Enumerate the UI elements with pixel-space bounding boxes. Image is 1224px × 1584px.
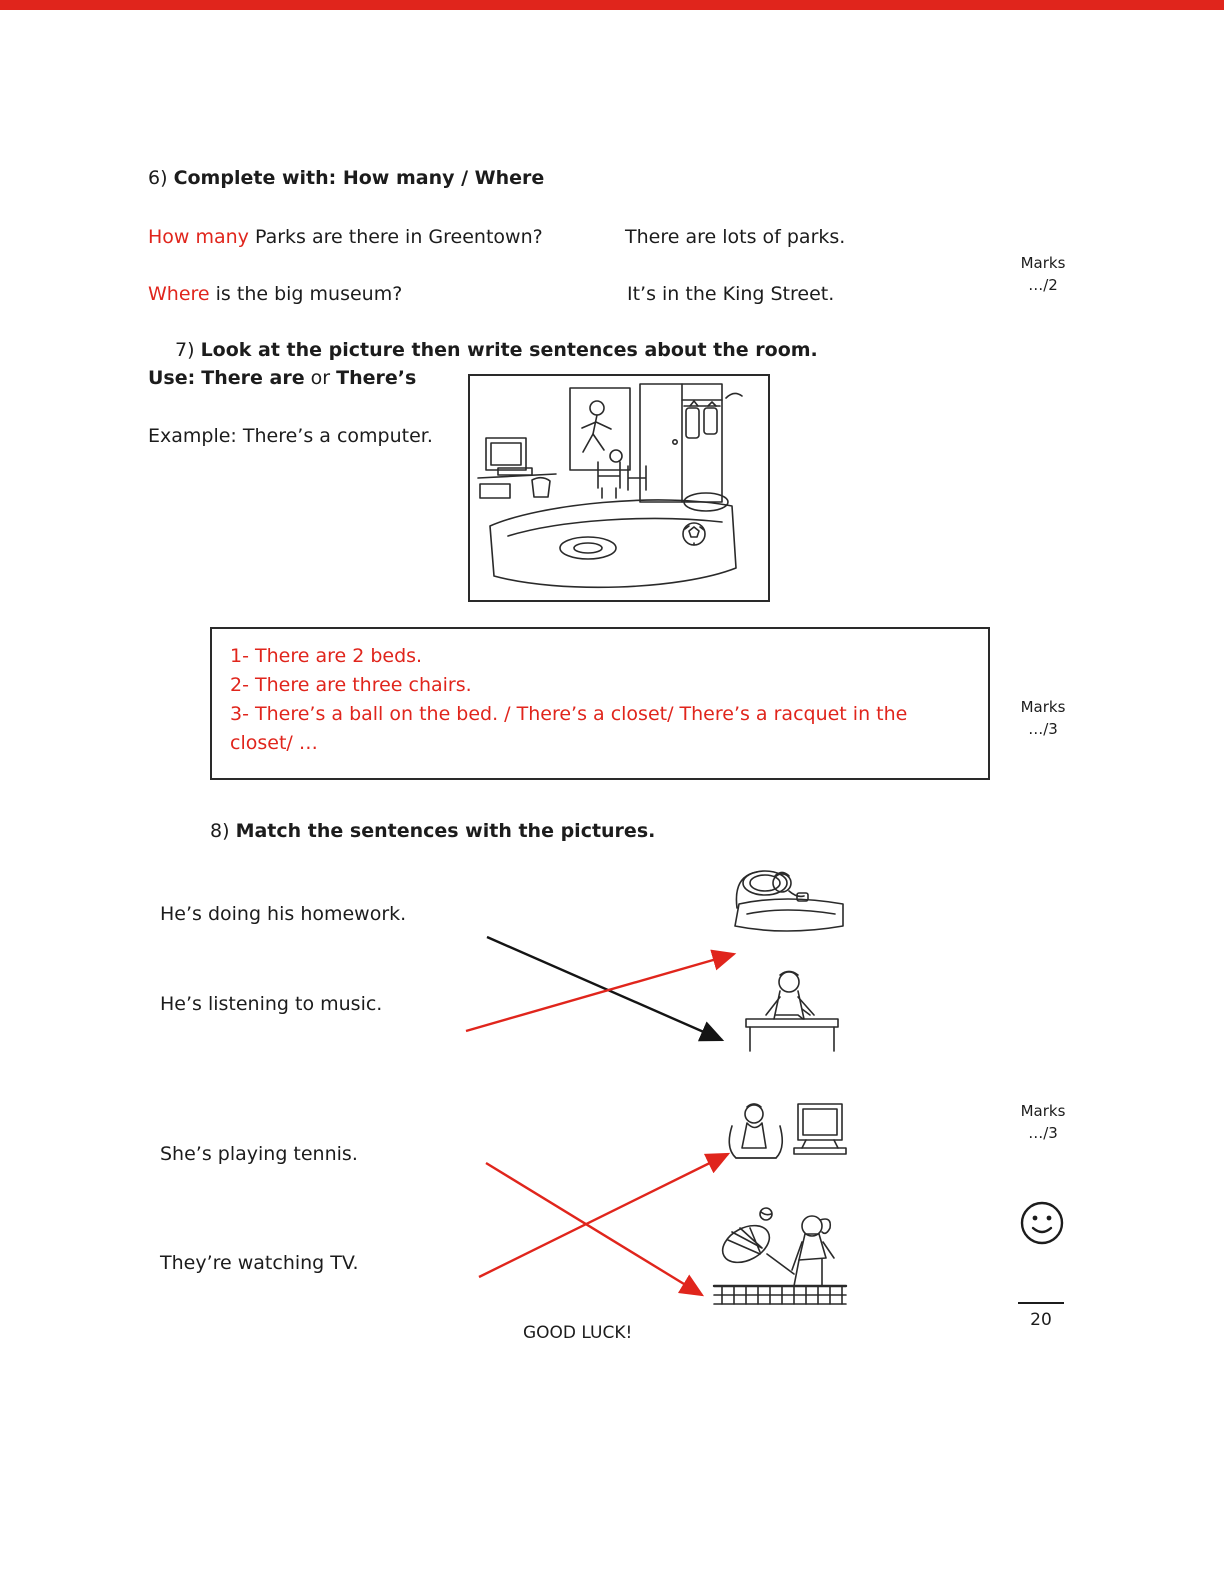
question-parks: Parks are there in Greentown? (254, 226, 543, 248)
arrow-music-red (466, 954, 734, 1031)
section8-heading (210, 818, 655, 844)
section6-heading (148, 165, 544, 191)
picture-watching-tv (720, 1092, 848, 1192)
section7-number: 7) (175, 339, 195, 361)
top-red-border (0, 0, 1224, 10)
use-there-are: There are (201, 367, 305, 389)
bedroom-illustration (470, 376, 768, 600)
section6-row2-response: It’s in the King Street. (627, 283, 835, 305)
use-theres: There’s (336, 367, 417, 389)
section7-marks-label: Marks (1020, 698, 1066, 716)
section6-row2-question (148, 281, 402, 307)
section8-marks-value: …/3 (1028, 1124, 1058, 1142)
section6-marks (1008, 252, 1078, 296)
section6-title: Complete with: How many / Where (173, 167, 545, 189)
answer-where: Where (148, 283, 210, 305)
good-luck-text: GOOD LUCK! (523, 1323, 633, 1343)
bedroom-picture (468, 374, 770, 602)
arrow-tennis-red (486, 1163, 702, 1295)
use-label: Use: (148, 367, 196, 389)
section6-marks-value: …/2 (1028, 276, 1058, 294)
sentence-music: He’s listening to music. (160, 993, 383, 1015)
section6-row1-response: There are lots of parks. (625, 226, 846, 248)
arrow-homework-black (487, 937, 722, 1040)
arrow-tv-red (479, 1154, 728, 1277)
section7-marks-value: …/3 (1028, 720, 1058, 738)
section8-number: 8) (210, 820, 230, 842)
section7-marks (1008, 696, 1078, 740)
section7-heading (175, 337, 818, 363)
sentence-tennis: She’s playing tennis. (160, 1143, 358, 1165)
section6-marks-label: Marks (1020, 254, 1066, 272)
answer-line-1: 1- There are 2 beds. (230, 645, 423, 667)
answer-how-many: How many (148, 226, 249, 248)
section8-marks-label: Marks (1020, 1102, 1066, 1120)
answer-line-2: 2- There are three chairs. (230, 674, 472, 696)
smiley-icon (1018, 1199, 1066, 1251)
answer-line-3: 3- There’s a ball on the bed. / There’s a closet/ There’s a racquet in the closet/ … (230, 703, 908, 754)
question-museum: is the big museum? (215, 283, 403, 305)
section7-title: Look at the picture then write sentences about the room. (200, 339, 818, 361)
picture-playing-tennis (710, 1200, 850, 1316)
section7-example: Example: There’s a computer. (148, 425, 433, 447)
section7-answer-box (210, 627, 990, 780)
picture-listening-music (723, 852, 851, 948)
section8-marks (1008, 1100, 1078, 1144)
sentence-tv: They’re watching TV. (160, 1252, 359, 1274)
use-or: or (310, 367, 331, 389)
section8-title: Match the sentences with the pictures. (235, 820, 656, 842)
section7-use-line (148, 365, 416, 391)
picture-doing-homework (736, 963, 848, 1061)
section6-number: 6) (148, 167, 168, 189)
section6-row1-question (148, 224, 543, 250)
page-number: 20 (1030, 1310, 1052, 1330)
sentence-homework: He’s doing his homework. (160, 903, 407, 925)
page-number-line (1018, 1302, 1064, 1304)
